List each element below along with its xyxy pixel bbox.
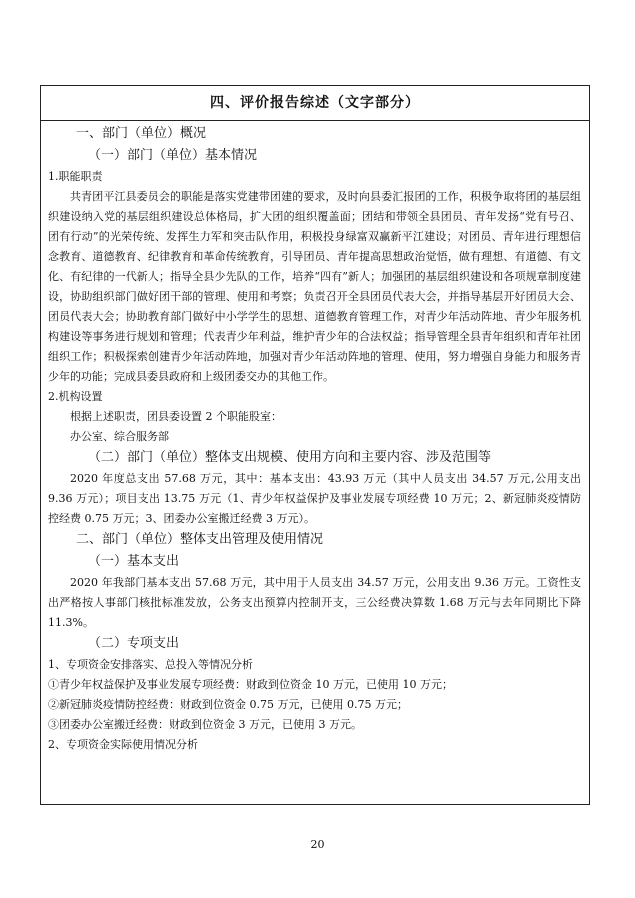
heading-special-expenditure: （二）专项支出 bbox=[88, 636, 180, 651]
report-frame bbox=[40, 85, 590, 805]
basic-expenditure-paragraph: 2020 年我部门基本支出 57.68 万元，其中用于人员支出 34.57 万元，公用支出 9.36 万元。工资性支出严格按人事部门核批标准发放，公务支出预算内控制开支，三公经费决算数 1.68 万元与去年同期比下降 11.3%。 bbox=[48, 576, 581, 629]
special-item-heading-1: 1、专项资金安排落实、总投入等情况分析 bbox=[48, 658, 253, 671]
duties-paragraph: 共青团平江县委员会的职能是落实党建带团建的要求，及时向县委汇报团的工作，积极争取将团的基层组织建设纳入党的基层组织建设总体格局，扩大团的组织覆盖面；团结和带领全县团员、青年发扬“党有号召、团有行动”的光荣传统、发挥生力军和突击队作用，积极投身绿富双赢新平江建设；对团员、青年进行理想信念教育、道德教育、纪律教育和革命传统教育，引导团员、青年提高思想政治觉悟，做有理想、有道德、有文化、有纪律的一代新人；指导全县少先队的工作，培养“四有”新人；加强团的基层组织建设和各项规章制度建设，协助组织部门做好团干部的管理、使用和考察；负责召开全县团员代表大会，并指导基层开好团员大会、团员代表大会；协助教育部门做好中小学学生的思想、道德教育管理工作，对青少年活动阵地、青少年服务机构建设等事务进行规划和管理；代表青少年利益，维护青少年的合法权益；指导管理全县青年组织和青年社团组织工作；积极探索创建青少年活动阵地，加强对青少年活动阵地的管理、使用，努力增强自身能力和服务青少年的功能；完成县委县政府和上级团委交办的其他工作。 bbox=[48, 190, 581, 383]
heading-basic-info: （一）部门（单位）基本情况 bbox=[88, 148, 258, 163]
section-title: 四、评价报告综述（文字部分） bbox=[41, 86, 589, 121]
scale-paragraph: 2020 年度总支出 57.68 万元，其中：基本支出：43.93 万元（其中人员支出 34.57 万元,公用支出 9.36 万元）；项目支出 13.75 万元（1、青少年权益保护及事业发展专项经费 10 万元；2、新冠肺炎疫情防控经费 0.75 万元；3、团委办公室搬迁经费 3 万元）。 bbox=[48, 472, 581, 525]
heading-basic-expenditure: （一）基本支出 bbox=[88, 554, 180, 569]
heading-overview: 一、部门（单位）概况 bbox=[76, 126, 207, 141]
org-line-1: 根据上述职责，团县委设置 2 个职能股室： bbox=[70, 410, 282, 423]
org-label: 2.机构设置 bbox=[48, 390, 103, 403]
org-line-2: 办公室、综合服务部 bbox=[70, 430, 169, 443]
heading-scale: （二）部门（单位）整体支出规模、使用方向和主要内容、涉及范围等 bbox=[88, 450, 492, 465]
report-content bbox=[41, 123, 589, 755]
special-item-heading-2: 2、专项资金实际使用情况分析 bbox=[48, 738, 198, 751]
special-item-2: ②新冠肺炎疫情防控经费：财政到位资金 0.75 万元，已使用 0.75 万元； bbox=[48, 698, 408, 711]
special-item-3: ③团委办公室搬迁经费：财政到位资金 3 万元，已使用 3 万元。 bbox=[48, 718, 362, 731]
heading-management: 二、部门（单位）整体支出管理及使用情况 bbox=[76, 532, 324, 547]
page-number: 20 bbox=[310, 838, 325, 851]
special-item-1: ①青少年权益保护及事业发展专项经费：财政到位资金 10 万元，已使用 10 万元； bbox=[48, 678, 453, 691]
duties-label: 1.职能职责 bbox=[48, 170, 103, 183]
